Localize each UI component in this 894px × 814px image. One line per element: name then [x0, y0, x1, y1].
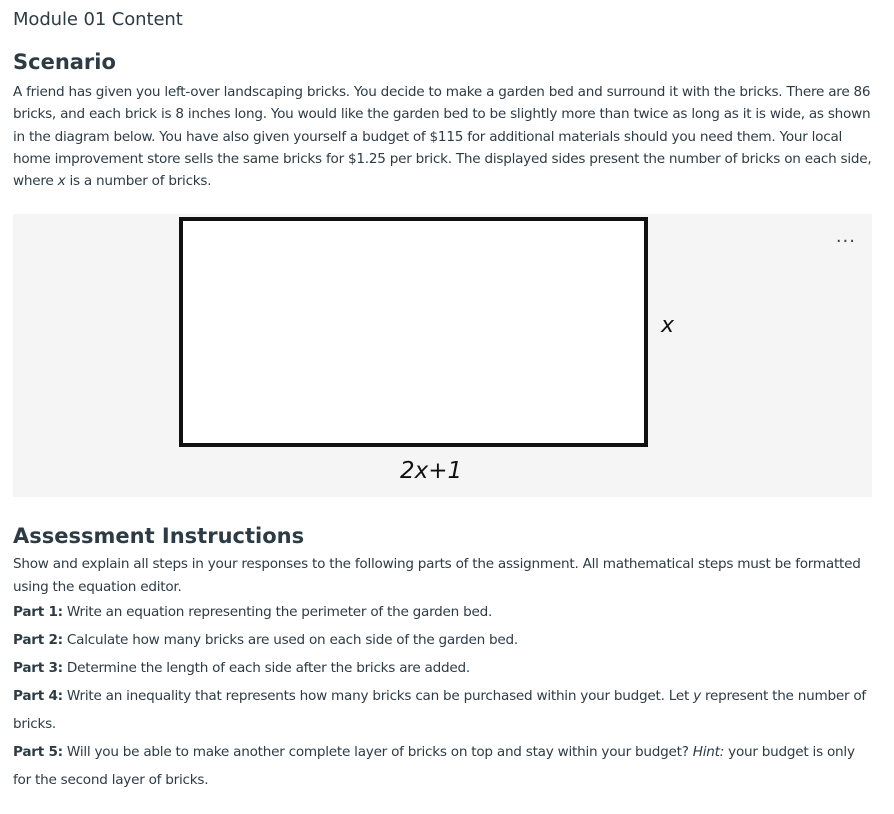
more-options-icon[interactable]: ... [835, 226, 856, 247]
assessment-intro: Show and explain all steps in your responses to the following parts of the assignment. All mathematical steps must be formatted using the equation editor. [13, 556, 861, 595]
scenario-text-main: A friend has given you left-over landscaping bricks. You decide to make a garden bed and surround it with the bricks. There are 86 bricks, and each brick is 8 inches long. You would like the garden bed to be slightly more than twice as long as it is wide, as shown in the diagram below. You have also given yourself a budget of $115 for additional materials should you need them. Your local home improvement store sells the same bricks for $1.25 per brick. The displayed sides present the number of bricks on each side, where [13, 84, 872, 190]
scenario-variable-x: x [57, 173, 66, 190]
height-label: x [661, 313, 675, 338]
part-4-text: Write an inequality that represents how many bricks can be purchased within your budget. Let [62, 688, 694, 704]
part-1 [13, 598, 875, 626]
garden-bed-diagram [13, 214, 872, 497]
scenario-heading: Scenario [13, 50, 116, 74]
part-5-label: Part 5: [13, 744, 63, 760]
part-3 [13, 654, 875, 682]
part-4-label: Part 4: [13, 688, 63, 704]
scenario-text-end: is a number of bricks. [65, 173, 212, 190]
part-1-text: Write an equation representing the perimeter of the garden bed. [62, 604, 493, 620]
part-2 [13, 626, 875, 654]
assessment-heading: Assessment Instructions [13, 524, 305, 548]
garden-bed-rectangle [179, 217, 648, 447]
part-4-text-end: represent the number of bricks. [13, 688, 866, 732]
part-5-text-end: your budget is only for the second layer of bricks. [13, 744, 855, 788]
scenario-paragraph [13, 81, 875, 192]
part-4 [13, 682, 875, 738]
width-label: 2x+1 [400, 458, 463, 484]
part-5-text: Will you be able to make another complete layer of bricks on top and stay within your budget? [62, 744, 693, 760]
part-3-label: Part 3: [13, 660, 63, 676]
part-2-label: Part 2: [13, 632, 63, 648]
part-5 [13, 738, 875, 794]
part-3-text: Determine the length of each side after the bricks are added. [62, 660, 470, 676]
part-2-text: Calculate how many bricks are used on each side of the garden bed. [62, 632, 518, 648]
part-1-label: Part 1: [13, 604, 63, 620]
part-4-variable-y: y [693, 688, 701, 704]
part-5-hint: Hint: [692, 744, 725, 760]
module-title: Module 01 Content [13, 9, 183, 30]
